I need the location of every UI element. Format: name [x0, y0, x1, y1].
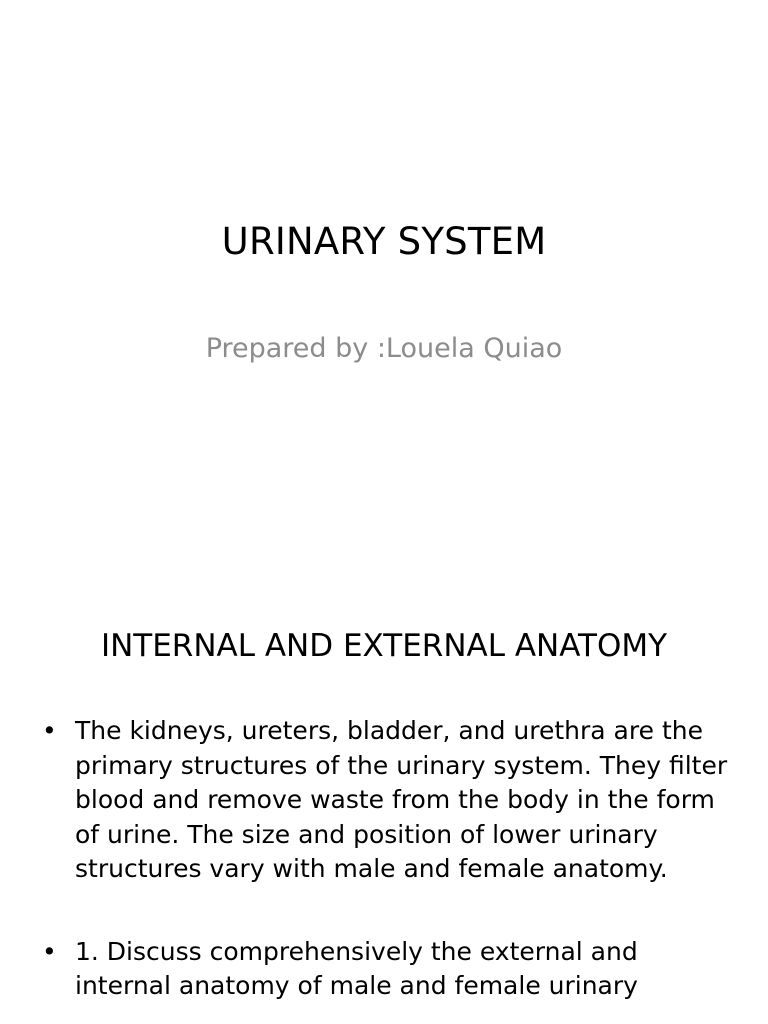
bullet-list — [0, 714, 768, 1024]
bullet-item — [0, 935, 768, 1004]
content-slide — [0, 576, 768, 1024]
bullet-text: 1. Discuss comprehensively the external and internal anatomy of male and female urinary — [75, 936, 638, 1000]
section-heading: INTERNAL AND EXTERNAL ANATOMY — [100, 628, 668, 664]
bullet-icon: • — [42, 716, 57, 745]
bullet-icon: • — [42, 936, 57, 966]
bullet-text: The kidneys, ureters, bladder, and urethra are the primary structures of the urinary system. They filter blood and remove waste from the body in the form of urine. The size and position of lower urinary structures vary with male and female anatomy. — [75, 716, 728, 883]
slide-title: URINARY SYSTEM — [221, 220, 547, 263]
slide-subtitle: Prepared by :Louela Quiao — [205, 333, 563, 364]
bullet-item — [0, 714, 768, 887]
